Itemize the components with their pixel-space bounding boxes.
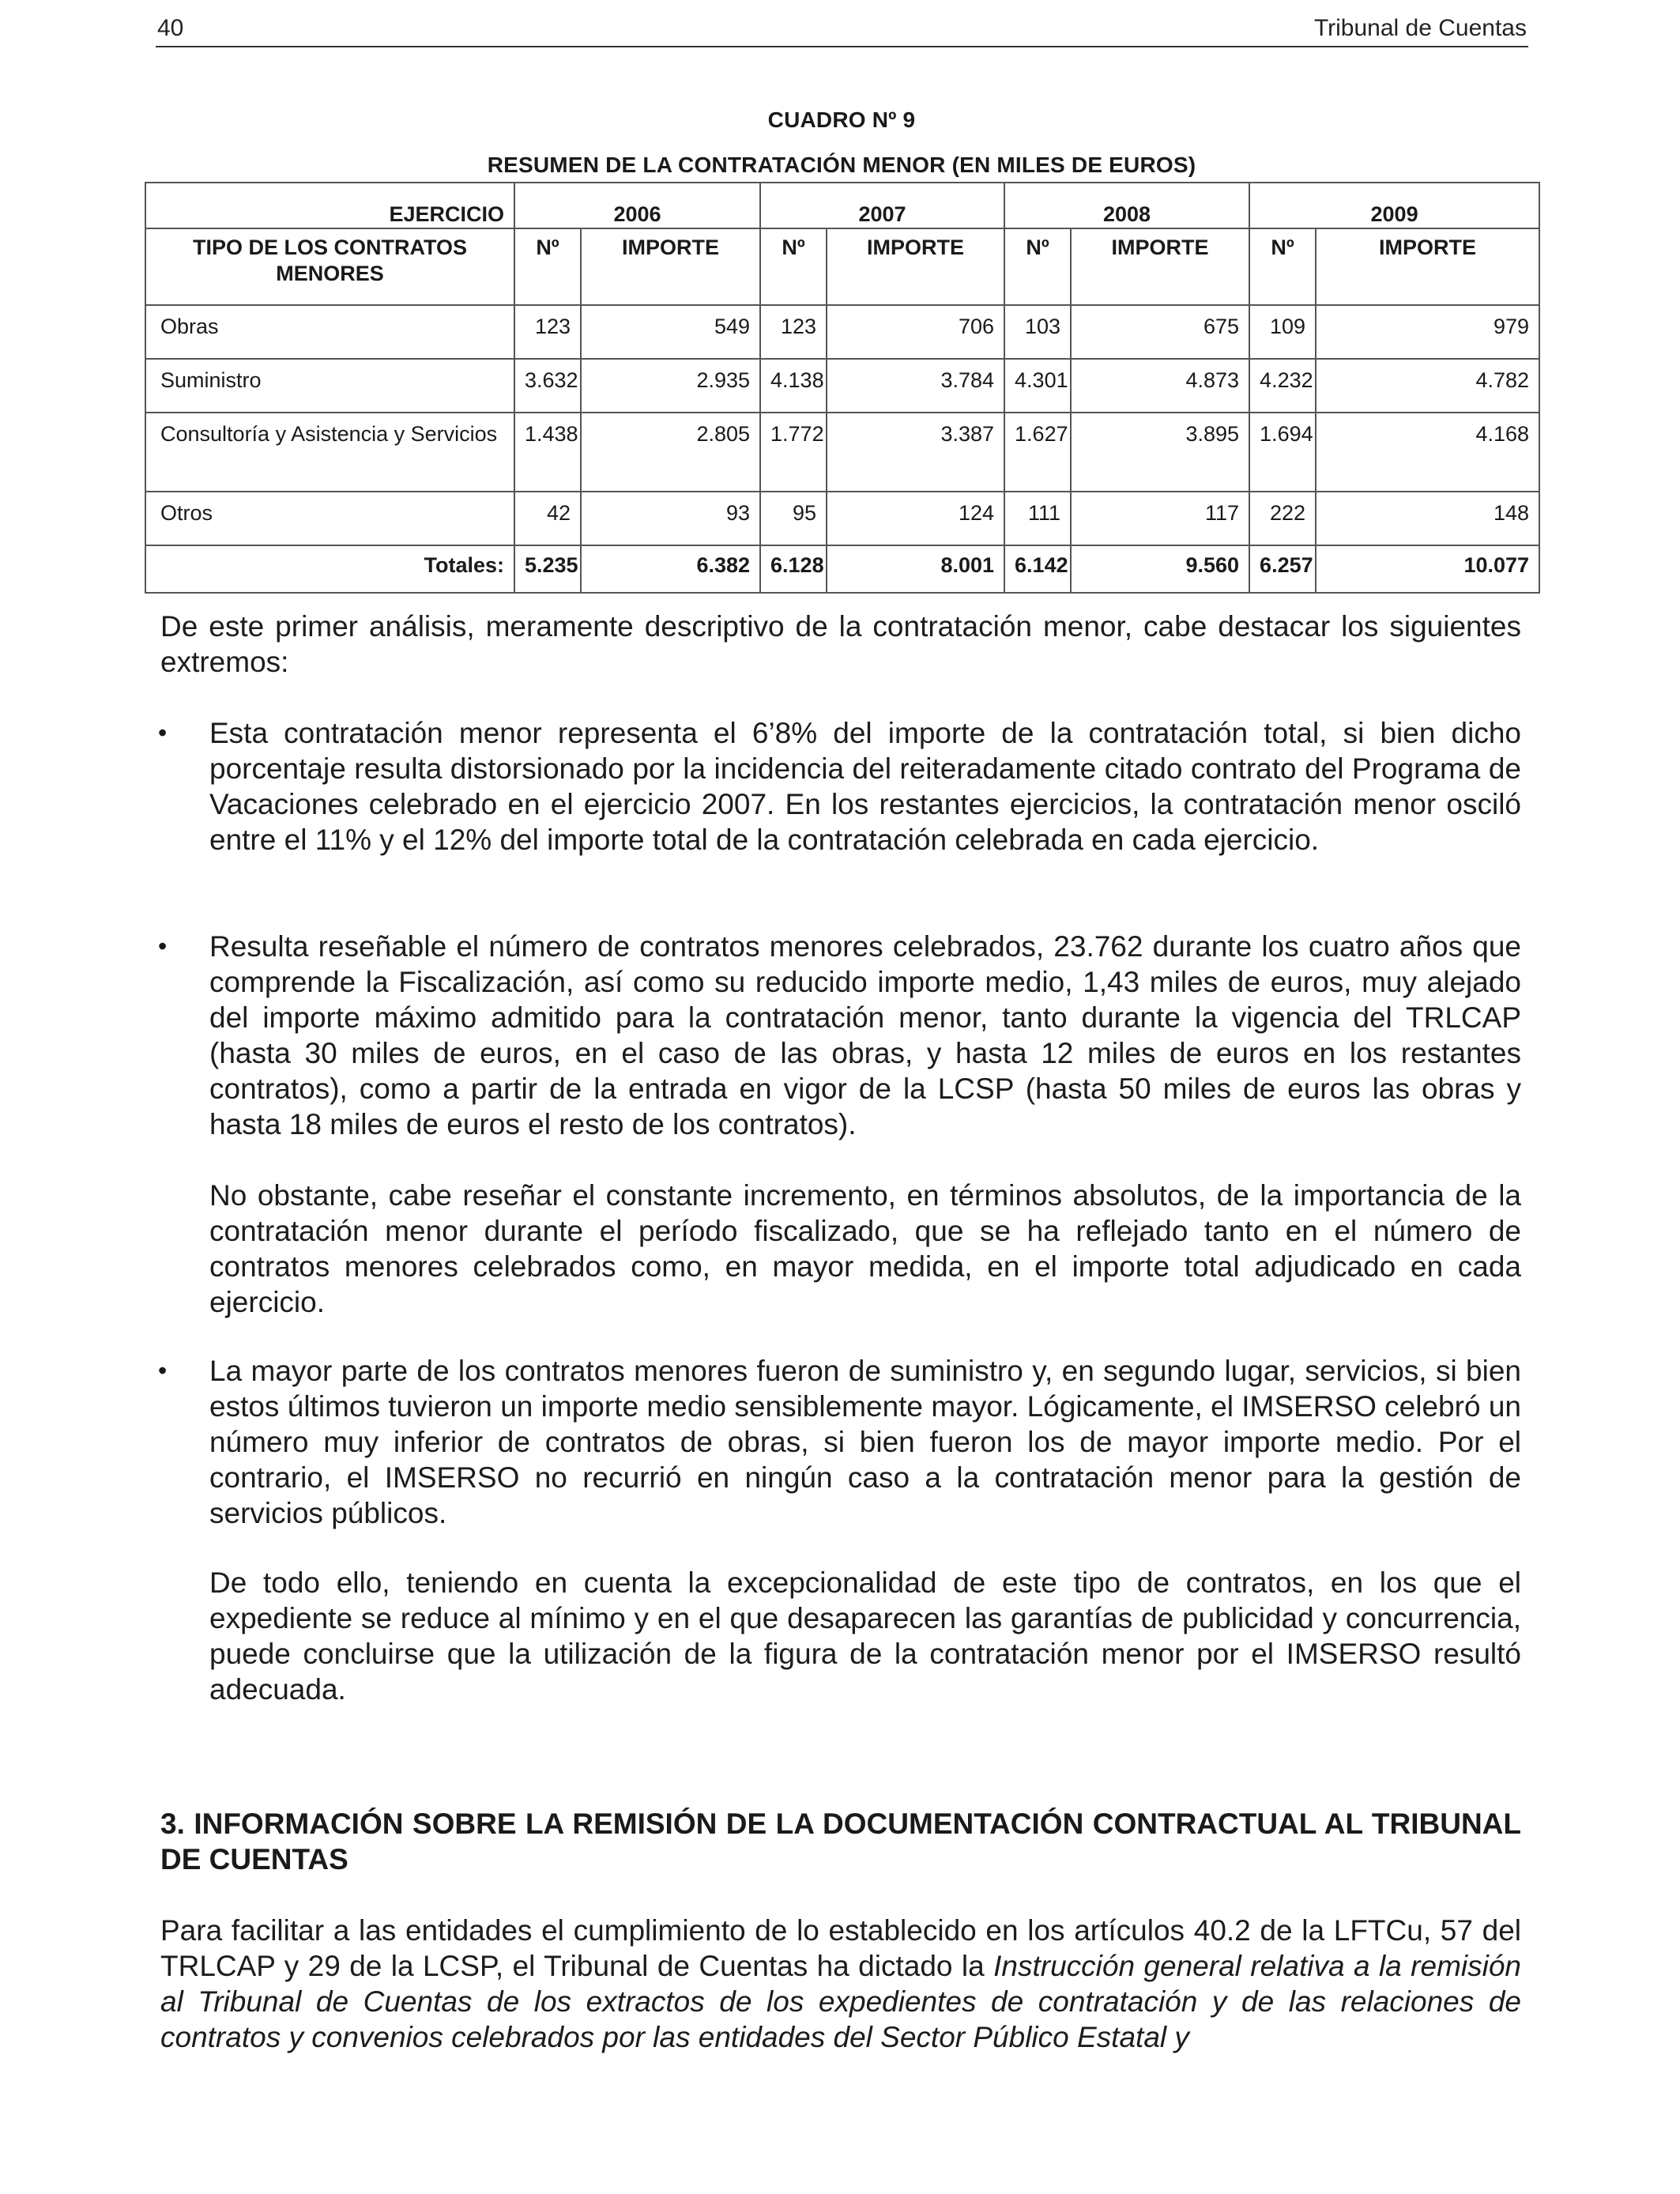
table-cell: 123 — [760, 305, 827, 359]
amount-header: IMPORTE — [1316, 228, 1539, 305]
amount-header: IMPORTE — [581, 228, 760, 305]
table-cell: 3.632 — [514, 359, 581, 413]
total-cell: 6.142 — [1004, 545, 1071, 593]
table-cell: 1.627 — [1004, 413, 1071, 492]
bullet-paragraph-1: Esta contratación menor representa el 6’8% del importe de la contratación total, si bien dicho porcentaje resulta distorsionado por la incidencia del reiteradamente citado contrato del Programa de Vacaciones celebrado en el ejercicio 2007. En los restantes ejercicios, la contratación menor osciló entre el 11% y el 12% del importe total de la contratación celebrada en cada ejercicio. — [209, 717, 1521, 856]
table-cell: 123 — [514, 305, 581, 359]
table-cell: 4.873 — [1071, 359, 1249, 413]
page-header — [156, 11, 1528, 47]
row-label: Suministro — [145, 359, 514, 413]
table-cell: 1.772 — [760, 413, 827, 492]
table-cell: 1.438 — [514, 413, 581, 492]
total-cell: 6.382 — [581, 545, 760, 593]
bullet-marker: • — [158, 1356, 168, 1385]
table-cell: 2.805 — [581, 413, 760, 492]
table-cell: 549 — [581, 305, 760, 359]
bullet-paragraph-3: La mayor parte de los contratos menores fueron de suministro y, en segundo lugar, servicios, si bien estos últimos tuvieron un importe medio sensiblemente mayor. Lógicamente, el IMSERSO celebró un número muy inferior de contratos de obras, si bien fueron los de mayor importe medio. Por el contrario, el IMSERSO no recurrió en ningún caso a la contratación menor para la gestión de servicios públicos. — [209, 1355, 1521, 1529]
final-paragraph-text: Para facilitar a las entidades el cumplimiento de lo establecido en los artículos 40.2 de la LFTCu, 57 del TRLCAP y 29 de la LCSP, el Tribunal de Cuentas ha dictado la — [160, 1914, 1521, 1982]
row-label: Otros — [145, 492, 514, 545]
total-cell: 8.001 — [827, 545, 1004, 593]
count-header: Nº — [514, 228, 581, 305]
table-cell: 111 — [1004, 492, 1071, 545]
final-paragraph — [160, 1913, 1521, 2055]
total-cell: 5.235 — [514, 545, 581, 593]
amount-header: IMPORTE — [827, 228, 1004, 305]
bullet-2-continuation: No obstante, cabe reseñar el constante incremento, en términos absolutos, de la importancia de la contratación menor durante el período fiscalizado, que se ha reflejado tanto en el número de contratos menores celebrados como, en mayor medida, en el importe total adjudicado en cada ejercicio. — [209, 1179, 1521, 1318]
count-header: Nº — [1004, 228, 1071, 305]
table-row — [145, 413, 1539, 492]
table-cell: 3.387 — [827, 413, 1004, 492]
table-cell: 222 — [1249, 492, 1316, 545]
totals-row — [145, 545, 1539, 593]
table-cell: 3.895 — [1071, 413, 1249, 492]
count-header: Nº — [760, 228, 827, 305]
bullet-marker: • — [158, 718, 168, 747]
intro-paragraph: De este primer análisis, meramente descriptivo de la contratación menor, cabe destacar los siguientes extremos: — [160, 610, 1521, 678]
table-cell: 4.301 — [1004, 359, 1071, 413]
page-number: 40 — [157, 15, 184, 41]
totals-label: Totales: — [145, 545, 514, 593]
section-heading: 3. INFORMACIÓN SOBRE LA REMISIÓN DE LA DOCUMENTACIÓN CONTRACTUAL AL TRIBUNAL DE CUENTAS — [160, 1808, 1521, 1875]
total-cell: 10.077 — [1316, 545, 1539, 593]
table-cell: 95 — [760, 492, 827, 545]
table-cell: 979 — [1316, 305, 1539, 359]
table-cell: 42 — [514, 492, 581, 545]
ejercicio-label: EJERCICIO — [145, 183, 514, 228]
table-cell: 675 — [1071, 305, 1249, 359]
total-cell: 6.257 — [1249, 545, 1316, 593]
year-header: 2008 — [1004, 183, 1249, 228]
table-cell: 103 — [1004, 305, 1071, 359]
table-row — [145, 492, 1539, 545]
year-header: 2006 — [514, 183, 760, 228]
bullet-3-continuation: De todo ello, teniendo en cuenta la excepcionalidad de este tipo de contratos, en los que el expediente se reduce al mínimo y en el que desaparecen las garantías de publicidad y concurrencia, puede concluirse que la utilización de la figura de la contratación menor por el IMSERSO resultó adecuada. — [209, 1566, 1521, 1706]
column-header-row — [145, 228, 1539, 305]
bullet-marker: • — [158, 932, 168, 960]
table-cell: 4.168 — [1316, 413, 1539, 492]
table-row — [145, 359, 1539, 413]
total-cell: 9.560 — [1071, 545, 1249, 593]
table-cell: 706 — [827, 305, 1004, 359]
summary-table — [145, 182, 1540, 594]
year-header-row — [145, 183, 1539, 228]
count-header: Nº — [1249, 228, 1316, 305]
table-caption: CUADRO Nº 9 — [767, 107, 916, 132]
table-row — [145, 305, 1539, 359]
table-cell: 93 — [581, 492, 760, 545]
contract-type-header: TIPO DE LOS CONTRATOS MENORES — [145, 228, 514, 305]
table-title: RESUMEN DE LA CONTRATACIÓN MENOR (EN MILES DE EUROS) — [487, 153, 1196, 177]
table-cell: 124 — [827, 492, 1004, 545]
table-cell: 109 — [1249, 305, 1316, 359]
table-cell: 4.232 — [1249, 359, 1316, 413]
table-cell: 4.138 — [760, 359, 827, 413]
row-label: Consultoría y Asistencia y Servicios — [145, 413, 514, 492]
year-header: 2009 — [1249, 183, 1539, 228]
table-cell: 4.782 — [1316, 359, 1539, 413]
bullet-paragraph-2: Resulta reseñable el número de contratos menores celebrados, 23.762 durante los cuatro años que comprende la Fiscalización, así como su reducido importe medio, 1,43 miles de euros, muy alejado del importe máximo admitido para la contratación menor, tanto durante la vigencia del TRLCAP (hasta 30 miles de euros, en el caso de las obras, y hasta 12 miles de euros en los restantes contratos), como a partir de la entrada en vigor de la LCSP (hasta 50 miles de euros las obras y hasta 18 miles de euros el resto de los contratos). — [209, 930, 1521, 1140]
table-cell: 148 — [1316, 492, 1539, 545]
publication-name: Tribunal de Cuentas — [1313, 15, 1527, 41]
table-cell: 117 — [1071, 492, 1249, 545]
amount-header: IMPORTE — [1071, 228, 1249, 305]
table-cell: 3.784 — [827, 359, 1004, 413]
year-header: 2007 — [760, 183, 1004, 228]
total-cell: 6.128 — [760, 545, 827, 593]
table-cell: 2.935 — [581, 359, 760, 413]
row-label: Obras — [145, 305, 514, 359]
instruction-title: Instrucción general relativa a la remisión al Tribunal de Cuentas de los extractos de los expedientes de contratación y de las relaciones de contratos y convenios celebrados por las entidades del Sector Público Estatal y — [160, 1950, 1521, 2053]
table-cell: 1.694 — [1249, 413, 1316, 492]
